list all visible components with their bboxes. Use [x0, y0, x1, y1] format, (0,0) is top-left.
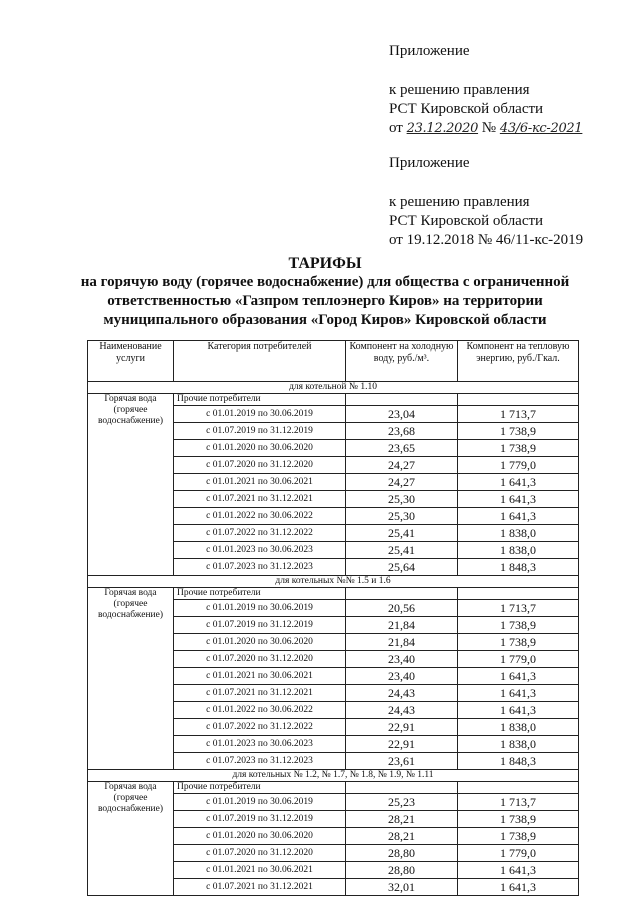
period-cell: с 01.07.2022 по 31.12.2022 [174, 525, 346, 542]
thermal-value: 1 738,9 [458, 423, 579, 440]
thermal-value: 1 848,3 [458, 559, 579, 576]
cold-water-value: 25,41 [346, 525, 458, 542]
number-sign: № [481, 120, 497, 136]
period-cell: с 01.07.2021 по 31.12.2021 [174, 685, 346, 702]
handwritten-date: 23.12.2020 [406, 121, 479, 136]
title-line-1: на горячую воду (горячее водоснабжение) для общества с ограниченной [80, 274, 570, 290]
period-cell: с 01.07.2023 по 31.12.2023 [174, 753, 346, 770]
table-header-row [88, 341, 579, 382]
cold-water-value: 23,68 [346, 423, 458, 440]
thermal-value: 1 838,0 [458, 736, 579, 753]
section-title: для котельных №№ 1.5 и 1.6 [88, 576, 579, 588]
period-cell: с 01.01.2019 по 30.06.2019 [174, 600, 346, 617]
cold-water-value: 23,04 [346, 406, 458, 423]
cold-water-value: 28,80 [346, 862, 458, 879]
empty-cell [346, 394, 458, 406]
consumer-category: Прочие потребители [174, 588, 346, 600]
cold-water-value: 28,80 [346, 845, 458, 862]
period-cell: с 01.01.2020 по 30.06.2020 [174, 440, 346, 457]
cold-water-value: 25,30 [346, 508, 458, 525]
cold-water-value: 23,40 [346, 651, 458, 668]
title-line-2: ответственностью «Газпром теплоэнерго Киров» на территории [107, 293, 543, 309]
table-body [88, 382, 579, 896]
period-cell: с 01.01.2021 по 30.06.2021 [174, 862, 346, 879]
cold-water-value: 24,43 [346, 685, 458, 702]
period-cell: с 01.01.2023 по 30.06.2023 [174, 736, 346, 753]
cold-water-value: 32,01 [346, 879, 458, 896]
period-cell: с 01.07.2021 по 31.12.2021 [174, 879, 346, 896]
period-cell: с 01.01.2021 по 30.06.2021 [174, 474, 346, 491]
service-name: Горячая вода (горячее водоснабжение) [88, 394, 174, 576]
consumer-category: Прочие потребители [174, 394, 346, 406]
col-header-service: Наименование услуги [88, 341, 174, 382]
empty-cell [458, 782, 579, 794]
period-cell: с 01.01.2019 по 30.06.2019 [174, 406, 346, 423]
period-cell: с 01.07.2020 по 31.12.2020 [174, 651, 346, 668]
period-cell: с 01.01.2020 по 30.06.2020 [174, 828, 346, 845]
cold-water-value: 23,65 [346, 440, 458, 457]
section-title-row [88, 382, 579, 394]
cold-water-value: 25,30 [346, 491, 458, 508]
period-cell: с 01.07.2020 по 31.12.2020 [174, 457, 346, 474]
thermal-value: 1 738,9 [458, 617, 579, 634]
thermal-value: 1 838,0 [458, 719, 579, 736]
cold-water-value: 21,84 [346, 617, 458, 634]
cold-water-value: 25,64 [346, 559, 458, 576]
period-cell: с 01.01.2021 по 30.06.2021 [174, 668, 346, 685]
period-cell: с 01.01.2022 по 30.06.2022 [174, 702, 346, 719]
period-cell: с 01.01.2019 по 30.06.2019 [174, 794, 346, 811]
period-cell: с 01.07.2020 по 31.12.2020 [174, 845, 346, 862]
thermal-value: 1 641,3 [458, 862, 579, 879]
cold-water-value: 28,21 [346, 811, 458, 828]
thermal-value: 1 641,3 [458, 685, 579, 702]
title-heading: ТАРИФЫ [288, 255, 362, 272]
col-header-category: Категория потребителей [174, 341, 346, 382]
thermal-value: 1 713,7 [458, 794, 579, 811]
appendix-2-line-2: РСТ Кировской области [389, 213, 544, 229]
thermal-value: 1 779,0 [458, 651, 579, 668]
cold-water-value: 25,41 [346, 542, 458, 559]
title-line-3: муниципального образования «Город Киров» Кировской области [103, 312, 547, 328]
category-row [88, 394, 579, 406]
empty-cell [458, 394, 579, 406]
thermal-value: 1 713,7 [458, 406, 579, 423]
thermal-value: 1 838,0 [458, 542, 579, 559]
service-name: Горячая вода (горячее водоснабжение) [88, 588, 174, 770]
section-title: для котельных № 1.2, № 1.7, № 1.8, № 1.9, № 1.11 [88, 770, 579, 782]
cold-water-value: 24,27 [346, 474, 458, 491]
appendix-2-line-1: к решению правления [389, 194, 530, 210]
section-title: для котельной № 1.10 [88, 382, 579, 394]
cold-water-value: 22,91 [346, 719, 458, 736]
thermal-value: 1 641,3 [458, 491, 579, 508]
cold-water-value: 25,23 [346, 794, 458, 811]
service-name: Горячая вода (горячее водоснабжение) [88, 782, 174, 896]
col-header-cold-water: Компонент на холодную воду, руб./м³. [346, 341, 458, 382]
cold-water-value: 22,91 [346, 736, 458, 753]
period-cell: с 01.01.2023 по 30.06.2023 [174, 542, 346, 559]
thermal-value: 1 641,3 [458, 474, 579, 491]
cold-water-value: 21,84 [346, 634, 458, 651]
cold-water-value: 24,43 [346, 702, 458, 719]
period-cell: с 01.07.2022 по 31.12.2022 [174, 719, 346, 736]
thermal-value: 1 641,3 [458, 879, 579, 896]
category-row [88, 588, 579, 600]
cold-water-value: 24,27 [346, 457, 458, 474]
period-cell: с 01.07.2019 по 31.12.2019 [174, 811, 346, 828]
appendix-2-title: Приложение [389, 155, 470, 171]
section-title-row [88, 576, 579, 588]
thermal-value: 1 738,9 [458, 828, 579, 845]
thermal-value: 1 713,7 [458, 600, 579, 617]
empty-cell [346, 782, 458, 794]
empty-cell [458, 588, 579, 600]
period-cell: с 01.01.2020 по 30.06.2020 [174, 634, 346, 651]
category-row [88, 782, 579, 794]
appendix-1-title: Приложение [389, 43, 470, 59]
thermal-value: 1 641,3 [458, 702, 579, 719]
cold-water-value: 20,56 [346, 600, 458, 617]
handwritten-number: 43/6-кс-2021 [499, 121, 583, 136]
cold-water-value: 28,21 [346, 828, 458, 845]
date-prefix: от [389, 120, 403, 136]
thermal-value: 1 738,9 [458, 634, 579, 651]
thermal-value: 1 779,0 [458, 457, 579, 474]
thermal-value: 1 848,3 [458, 753, 579, 770]
appendix-1-line-3 [389, 119, 582, 138]
thermal-value: 1 738,9 [458, 440, 579, 457]
period-cell: с 01.07.2023 по 31.12.2023 [174, 559, 346, 576]
thermal-value: 1 641,3 [458, 508, 579, 525]
period-cell: с 01.07.2019 по 31.12.2019 [174, 423, 346, 440]
thermal-value: 1 641,3 [458, 668, 579, 685]
appendix-1-line-2: РСТ Кировской области [389, 101, 544, 117]
cold-water-value: 23,61 [346, 753, 458, 770]
consumer-category: Прочие потребители [174, 782, 346, 794]
thermal-value: 1 779,0 [458, 845, 579, 862]
thermal-value: 1 738,9 [458, 811, 579, 828]
col-header-thermal: Компонент на тепловую энергию, руб./Гкал. [458, 341, 579, 382]
section-title-row [88, 770, 579, 782]
period-cell: с 01.07.2019 по 31.12.2019 [174, 617, 346, 634]
empty-cell [346, 588, 458, 600]
appendix-1-line-1: к решению правления [389, 82, 530, 98]
tariff-table [87, 340, 579, 896]
appendix-2-line-3: от 19.12.2018 № 46/11-кс-2019 [389, 232, 584, 248]
period-cell: с 01.07.2021 по 31.12.2021 [174, 491, 346, 508]
period-cell: с 01.01.2022 по 30.06.2022 [174, 508, 346, 525]
thermal-value: 1 838,0 [458, 525, 579, 542]
cold-water-value: 23,40 [346, 668, 458, 685]
